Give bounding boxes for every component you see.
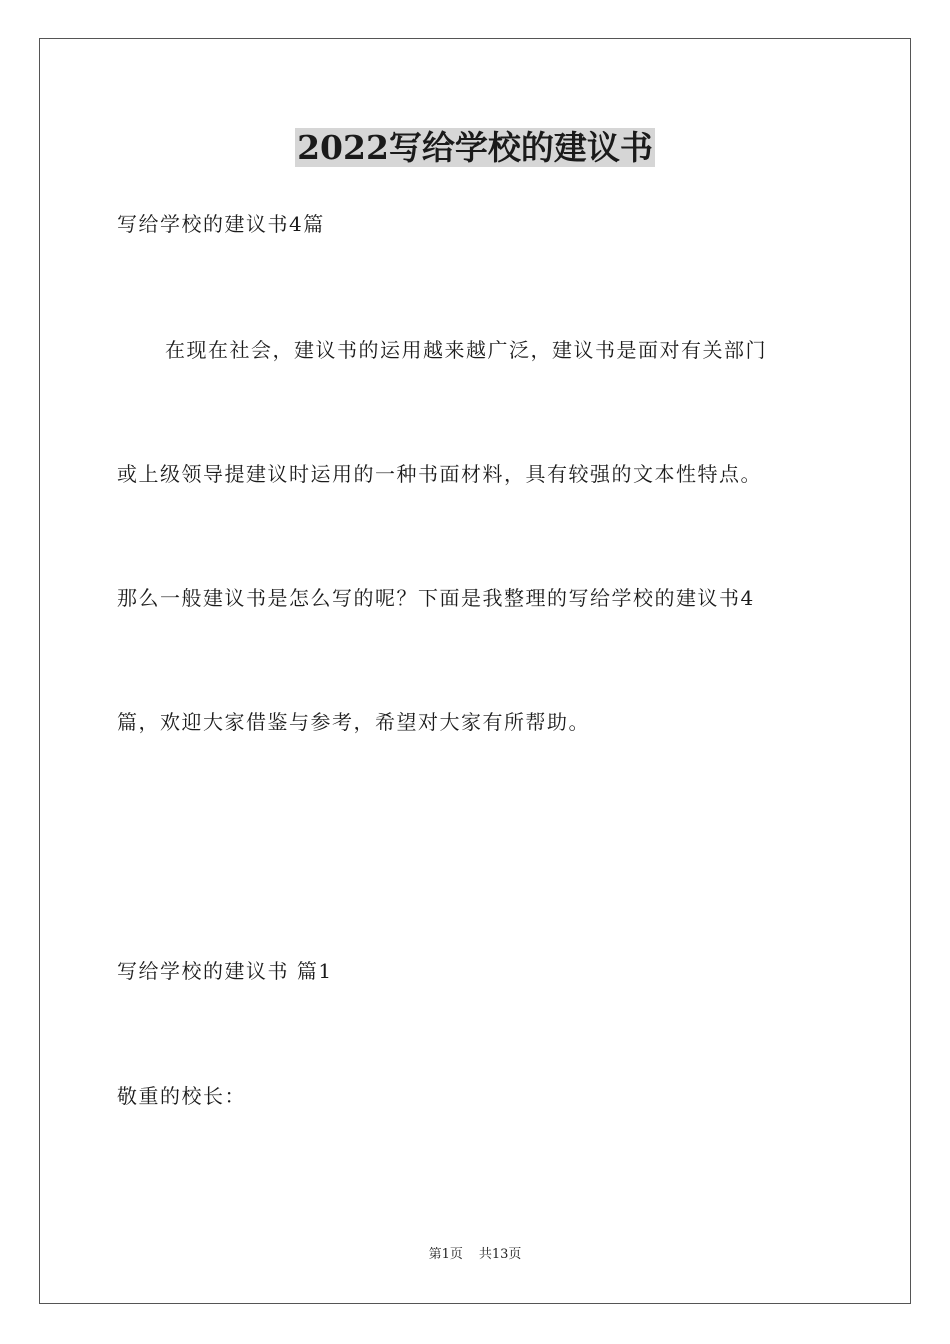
paragraph-line-4: 篇，欢迎大家借鉴与参考，希望对大家有所帮助。 xyxy=(117,710,590,734)
salutation: 敬重的校长： xyxy=(117,1084,246,1108)
paragraph-line-1: 在现在社会，建议书的运用越来越广泛，建议书是面对有关部门 xyxy=(165,338,767,362)
document-title-text: 2022写给学校的建议书 xyxy=(297,128,653,167)
page-number-current: 第1页 xyxy=(428,1247,463,1262)
paragraph-line-3: 那么一般建议书是怎么写的呢？下面是我整理的写给学校的建议书4 xyxy=(117,586,755,610)
page-footer xyxy=(0,1246,950,1264)
document-subtitle: 写给学校的建议书4篇 xyxy=(117,212,325,236)
paragraph-line-2: 或上级领导提建议时运用的一种书面材料，具有较强的文本性特点。 xyxy=(117,462,762,486)
section-heading: 写给学校的建议书 篇1 xyxy=(117,959,333,983)
page-number-total: 共13页 xyxy=(478,1247,522,1262)
document-title xyxy=(0,126,950,170)
